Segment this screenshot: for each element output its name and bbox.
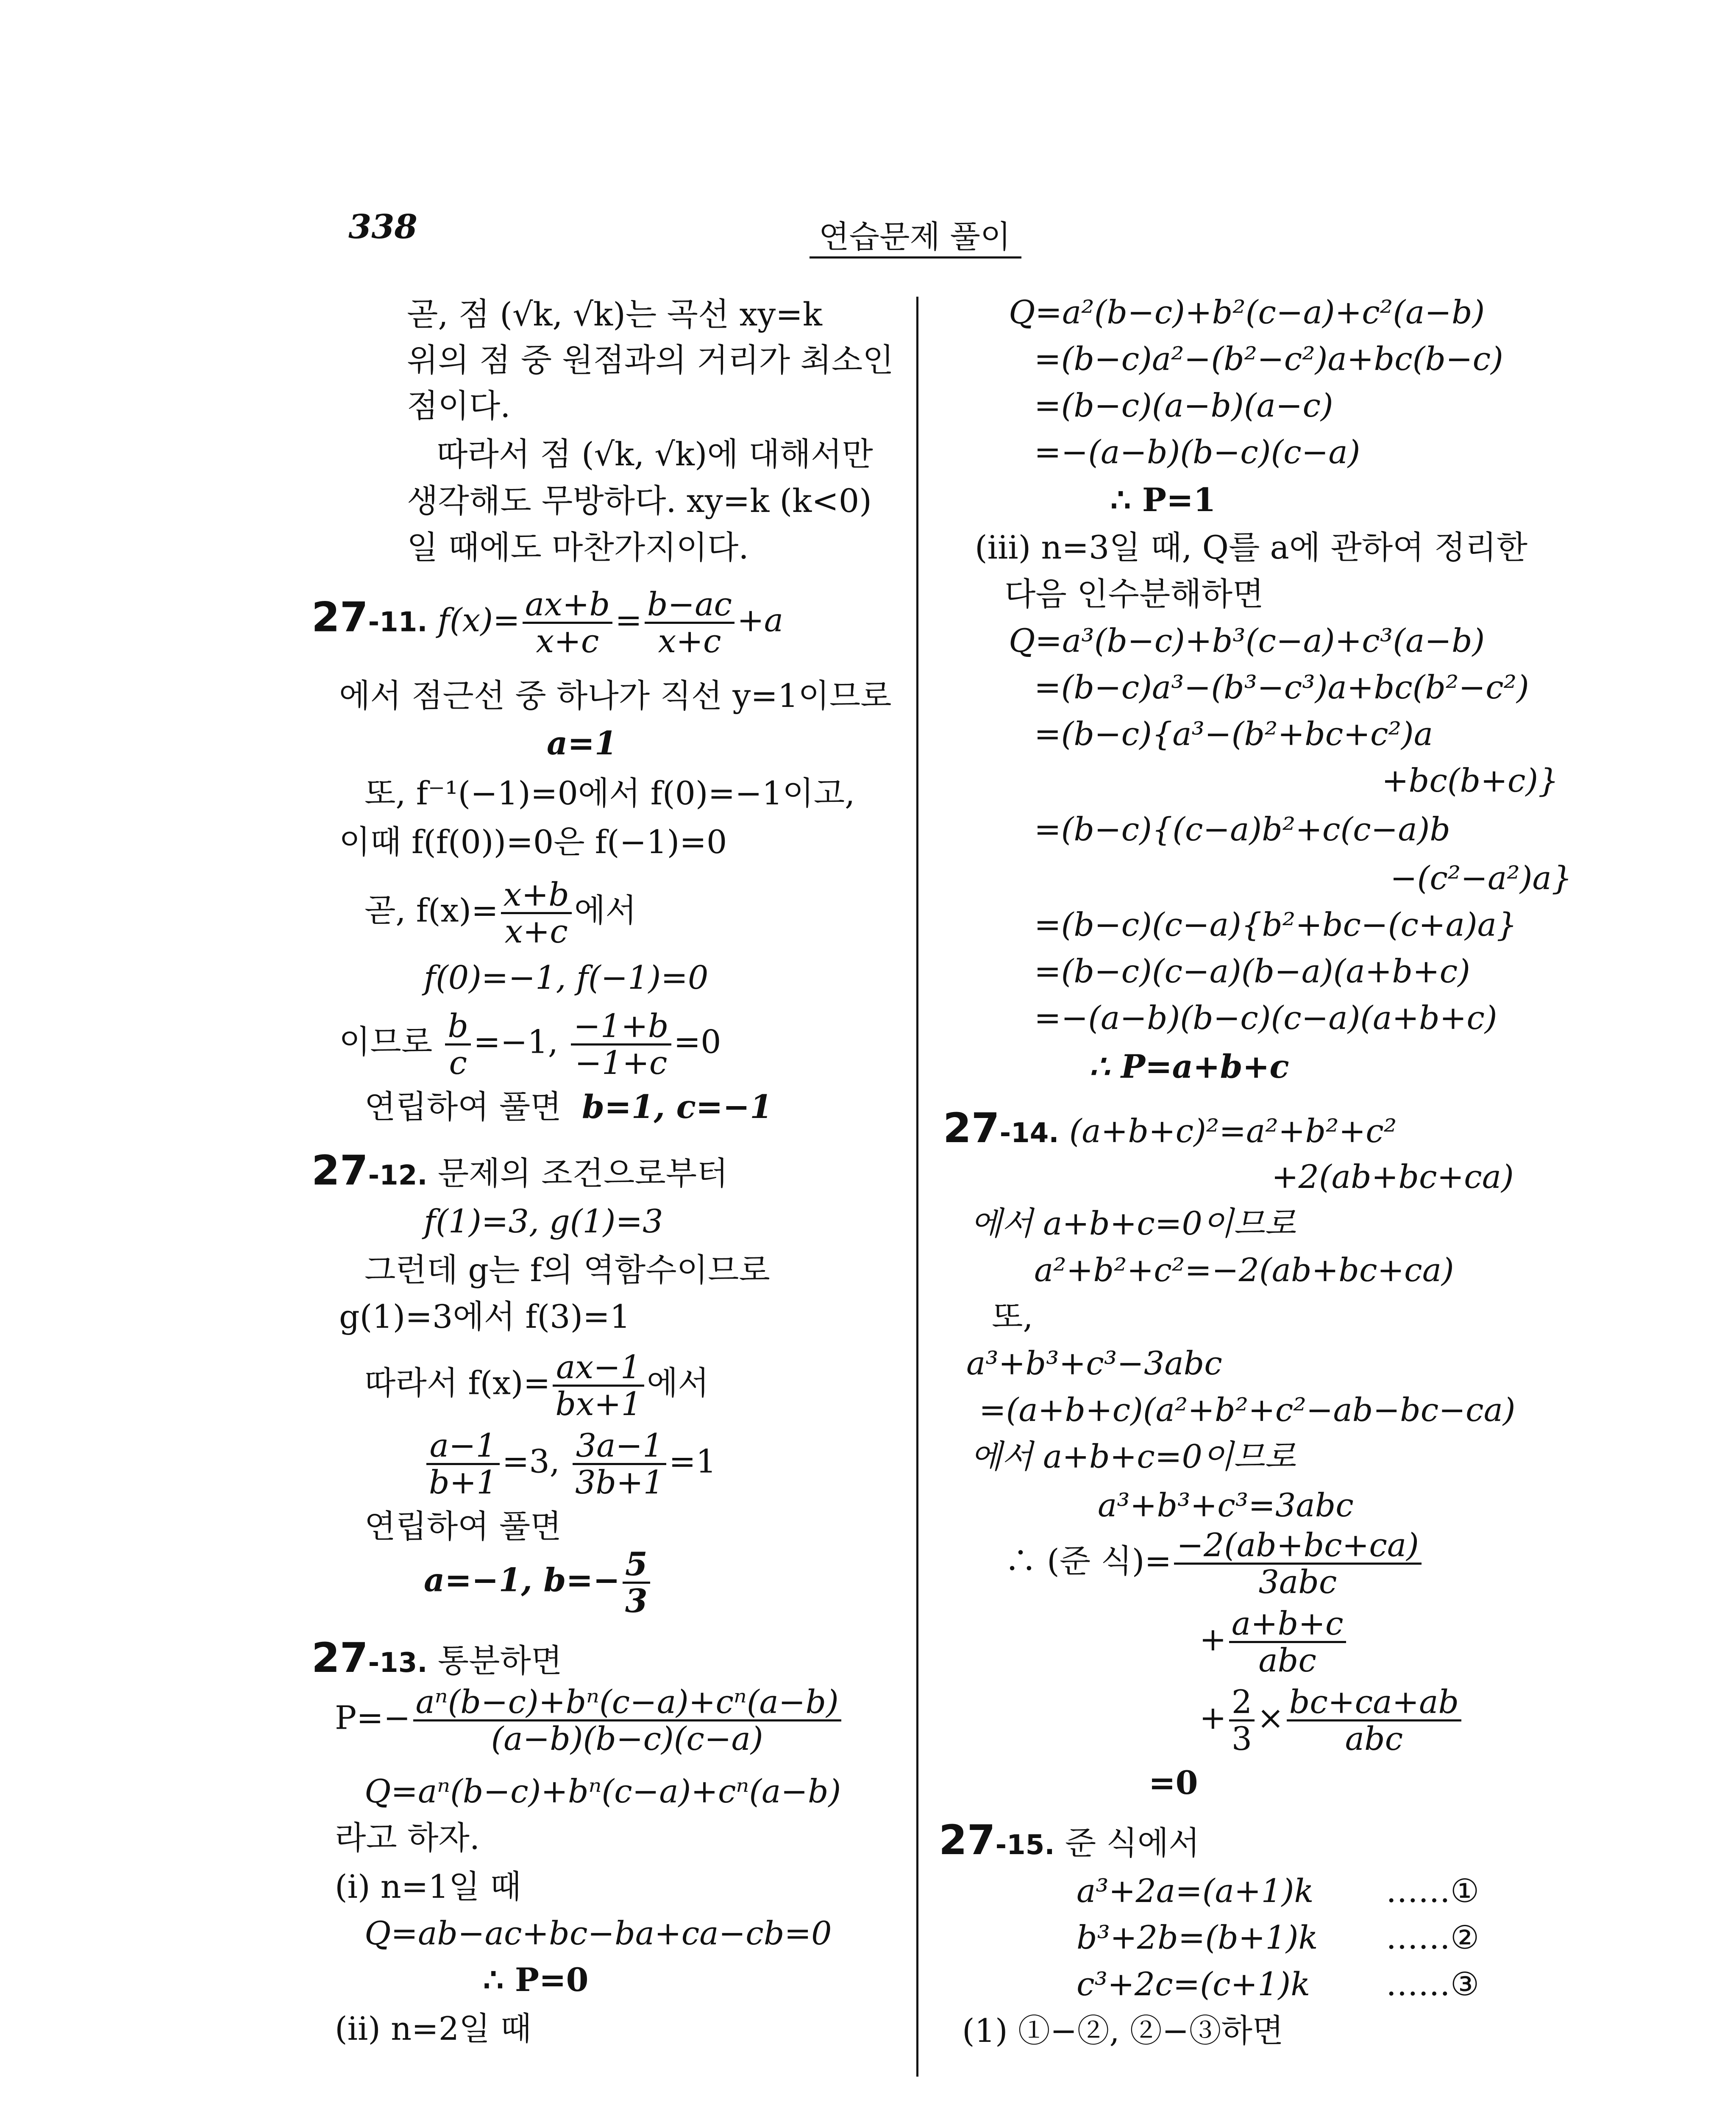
fraction-numerator: −2(ab+bc+ca): [1174, 1528, 1422, 1565]
left-line-24: 라고 하자.: [335, 1819, 480, 1857]
left-line-4: 따라서 점 (√k, √k)에 대해서만: [437, 435, 873, 473]
right-line-3: =(b−c)(a−b)(a−c): [1034, 387, 1333, 424]
problem-text: 통분하면: [437, 1642, 562, 1680]
equation: c³+2c=(c+1)k: [1077, 1965, 1310, 2003]
problem-subnumber: -14.: [999, 1118, 1059, 1149]
text-post: =0: [673, 1023, 721, 1061]
right-line-12: =(b−c){(c−a)b²+c(c−a)b: [1034, 810, 1450, 848]
left-line-19: [424, 1428, 716, 1500]
fraction-denominator: −1+c: [575, 1044, 668, 1082]
right-line-14: =(b−c)(c−a){b²+bc−(c+a)a}: [1034, 906, 1517, 943]
fraction-numerator: 2: [1229, 1685, 1255, 1721]
answer-pre: a=−1, b=−: [424, 1561, 620, 1599]
column-divider: [916, 297, 918, 2077]
problem-27-12: [312, 1148, 728, 1193]
left-line-7: 에서 점근선 중 하나가 직선 y=1이므로: [339, 677, 892, 715]
right-line-23: =(a+b+c)(a²+b²+c²−ab−bc−ca): [979, 1391, 1516, 1429]
problem-subnumber: -13.: [368, 1647, 428, 1679]
fraction-denominator: 3: [1231, 1720, 1252, 1758]
fraction-denominator: 3abc: [1258, 1563, 1337, 1601]
fraction-numerator: bc+ca+ab: [1287, 1685, 1461, 1721]
left-line-16: 그런데 g는 f의 역함수이므로: [364, 1251, 770, 1289]
fraction-denominator: abc: [1345, 1720, 1403, 1758]
fraction-denominator: (a−b)(b−c)(c−a): [491, 1720, 763, 1758]
left-line-10: 이때 f(f(0))=0은 f(−1)=0: [339, 823, 727, 861]
equation-tag-1: ……①: [1386, 1872, 1480, 1910]
left-line-18: [364, 1350, 709, 1421]
left-line-8: a=1: [547, 724, 617, 762]
problem-subnumber: -12.: [368, 1160, 428, 1191]
left-line-23: Q=aⁿ(b−c)+bⁿ(c−a)+cⁿ(a−b): [364, 1772, 841, 1810]
left-line-3: 점이다.: [407, 387, 511, 425]
fraction: [1174, 1528, 1422, 1599]
fraction-denominator: b+1: [429, 1463, 497, 1502]
fraction-numerator: a−1: [426, 1428, 500, 1465]
right-line-2: =(b−c)a²−(b²−c²)a+bc(b−c): [1034, 340, 1503, 378]
fraction-a: [1229, 1685, 1255, 1756]
left-line-22: [335, 1685, 844, 1756]
fraction-numerator: 5: [623, 1547, 650, 1584]
text-post: =1: [669, 1442, 717, 1480]
fraction-numerator: aⁿ(b−c)+bⁿ(c−a)+cⁿ(a−b): [413, 1685, 841, 1721]
equals-sign: =: [615, 601, 642, 639]
equation-tag-3: ……③: [1386, 1965, 1480, 2003]
fraction-1: [523, 587, 613, 659]
left-line-17: g(1)=3에서 f(3)=1: [339, 1298, 631, 1335]
right-line-22: a³+b³+c³−3abc: [966, 1344, 1222, 1382]
problem-number: 27: [943, 1104, 1000, 1152]
right-line-33: (1) ①−②, ②−③하면: [962, 2012, 1284, 2049]
right-line-13: −(c²−a²)a}: [1390, 859, 1572, 897]
left-line-28: (ii) n=2일 때: [335, 2010, 532, 2047]
fraction: [1229, 1606, 1346, 1678]
left-line-13: [339, 1009, 721, 1080]
answer: b=1, c=−1: [581, 1088, 773, 1126]
fraction: [623, 1547, 650, 1618]
equation-tag-2: ……②: [1386, 1919, 1480, 1956]
problem-text: 문제의 조건으로부터: [437, 1154, 728, 1192]
left-line-2: 위의 점 중 원점과의 거리가 최소인: [407, 341, 894, 379]
left-line-9: 또, f⁻¹(−1)=0에서 f(0)=−1이고,: [364, 774, 855, 812]
problem-27-13: [312, 1636, 562, 1681]
left-line-6: 일 때에도 마찬가지이다.: [407, 528, 749, 566]
right-line-26: [1004, 1528, 1424, 1599]
right-line-15: =(b−c)(c−a)(b−a)(a+b+c): [1034, 952, 1470, 990]
left-line-1: 곧, 점 (√k, √k)는 곡선 xy=k: [407, 295, 822, 333]
left-line-15: f(1)=3, g(1)=3: [424, 1202, 663, 1240]
right-line-6: (iii) n=3일 때, Q를 a에 관하여 정리한: [975, 528, 1528, 566]
right-line-10: =(b−c){a³−(b²+bc+c²)a: [1034, 715, 1433, 753]
fraction-a: [445, 1009, 471, 1080]
right-line-31: [1077, 1920, 1318, 1955]
right-line-4: =−(a−b)(b−c)(c−a): [1034, 433, 1360, 471]
left-line-11: [364, 877, 637, 949]
text-mid: ×: [1257, 1699, 1284, 1737]
text-pre: 곧, f(x)=: [364, 891, 498, 929]
fraction: [553, 1350, 644, 1421]
fraction-denominator: bx+1: [555, 1385, 642, 1423]
text-post: 에서: [646, 1364, 709, 1402]
problem-subnumber: -15.: [995, 1830, 1055, 1861]
text-mid: =3,: [502, 1442, 560, 1480]
right-line-25: a³+b³+c³=3abc: [1098, 1486, 1354, 1524]
right-line-1: Q=a²(b−c)+b²(c−a)+c²(a−b): [1009, 293, 1485, 331]
left-line-5: 생각해도 무방하다. xy=k (k<0): [407, 482, 872, 520]
right-line-32: [1077, 1966, 1310, 2002]
text-pre: +: [1199, 1620, 1227, 1658]
fraction-numerator: ax+b: [523, 587, 613, 624]
left-line-27: ∴ P=0: [483, 1961, 589, 1999]
page-title: 연습문제 풀이: [819, 219, 1011, 255]
problem-text: 준 식에서: [1065, 1824, 1200, 1862]
text-post: 에서: [574, 891, 637, 929]
fraction: [413, 1685, 841, 1756]
text-pre: 이므로: [339, 1023, 433, 1061]
right-line-29: =0: [1149, 1764, 1198, 1802]
text-pre: 따라서 f(x)=: [364, 1364, 551, 1402]
right-line-17: ∴ P=a+b+c: [1089, 1048, 1289, 1085]
right-line-27: [1199, 1606, 1349, 1678]
right-line-19: 에서 a+b+c=0이므로: [971, 1204, 1296, 1242]
right-line-8: Q=a³(b−c)+b³(c−a)+c³(a−b): [1009, 622, 1485, 659]
fraction-denominator: 3: [625, 1582, 648, 1620]
problem-subnumber: -11.: [368, 606, 428, 638]
fraction: [501, 877, 572, 949]
fraction-denominator: x+c: [536, 622, 599, 660]
problem-27-11: [312, 587, 783, 659]
fraction-a: [426, 1428, 500, 1500]
fraction-denominator: x+c: [658, 622, 721, 660]
fx-label: f(x)=: [437, 601, 520, 639]
fraction-numerator: 3a−1: [573, 1428, 666, 1465]
problem-number: 27: [312, 1634, 368, 1682]
fraction-b: [573, 1428, 666, 1500]
fraction-numerator: −1+b: [571, 1009, 671, 1046]
problem-number: 27: [312, 1147, 368, 1194]
right-line-18: +2(ab+bc+ca): [1271, 1158, 1514, 1196]
right-line-5: ∴ P=1: [1110, 481, 1216, 519]
left-line-26: Q=ab−ac+bc−ba+ca−cb=0: [364, 1914, 832, 1952]
left-line-25: (i) n=1일 때: [335, 1868, 521, 1905]
right-line-28: [1199, 1685, 1464, 1756]
fraction-numerator: a+b+c: [1229, 1606, 1346, 1643]
fraction-denominator: 3b+1: [575, 1463, 664, 1502]
right-line-16: =−(a−b)(b−c)(c−a)(a+b+c): [1034, 999, 1497, 1037]
fraction-numerator: ax−1: [553, 1350, 644, 1387]
text-pre: 연립하여 풀면: [364, 1088, 562, 1126]
left-line-20: 연립하여 풀면: [364, 1507, 562, 1545]
text-pre: +: [1199, 1699, 1227, 1737]
problem-number: 27: [312, 593, 368, 641]
fraction-b: [571, 1009, 671, 1080]
fraction-numerator: b: [445, 1009, 471, 1046]
right-line-7: 다음 인수분해하면: [1004, 575, 1264, 613]
fraction-denominator: abc: [1258, 1641, 1316, 1680]
page-number: 338: [348, 208, 417, 246]
problem-27-15: [939, 1818, 1200, 1863]
equation: b³+2b=(b+1)k: [1077, 1919, 1318, 1956]
right-line-11: +bc(b+c)}: [1382, 762, 1559, 799]
text-pre: ∴ (준 식)=: [1004, 1542, 1172, 1580]
left-line-14: [364, 1089, 772, 1125]
tail-term: +a: [737, 601, 784, 639]
title-underline: [810, 256, 1021, 259]
right-line-9: =(b−c)a³−(b³−c³)a+bc(b²−c²): [1034, 668, 1529, 706]
problem-number: 27: [939, 1816, 996, 1864]
left-line-21: [424, 1547, 653, 1618]
fraction-b: [1287, 1685, 1461, 1756]
text-pre: P=−: [335, 1699, 411, 1737]
right-line-30: [1077, 1873, 1314, 1909]
right-line-20: a²+b²+c²=−2(ab+bc+ca): [1034, 1251, 1454, 1289]
problem-text: (a+b+c)²=a²+b²+c²: [1069, 1112, 1397, 1150]
fraction-numerator: x+b: [501, 877, 572, 914]
fraction-denominator: c: [449, 1044, 467, 1082]
right-line-21: 또,: [992, 1298, 1033, 1335]
fraction-denominator: x+c: [504, 912, 568, 951]
problem-27-14: [943, 1106, 1397, 1151]
equation: a³+2a=(a+1)k: [1077, 1872, 1314, 1910]
right-line-24: 에서 a+b+c=0이므로: [971, 1438, 1296, 1475]
fraction-numerator: b−ac: [645, 587, 734, 624]
left-line-12: f(0)=−1, f(−1)=0: [424, 959, 709, 996]
fraction-2: [645, 587, 734, 659]
text-mid: =−1,: [473, 1023, 558, 1061]
